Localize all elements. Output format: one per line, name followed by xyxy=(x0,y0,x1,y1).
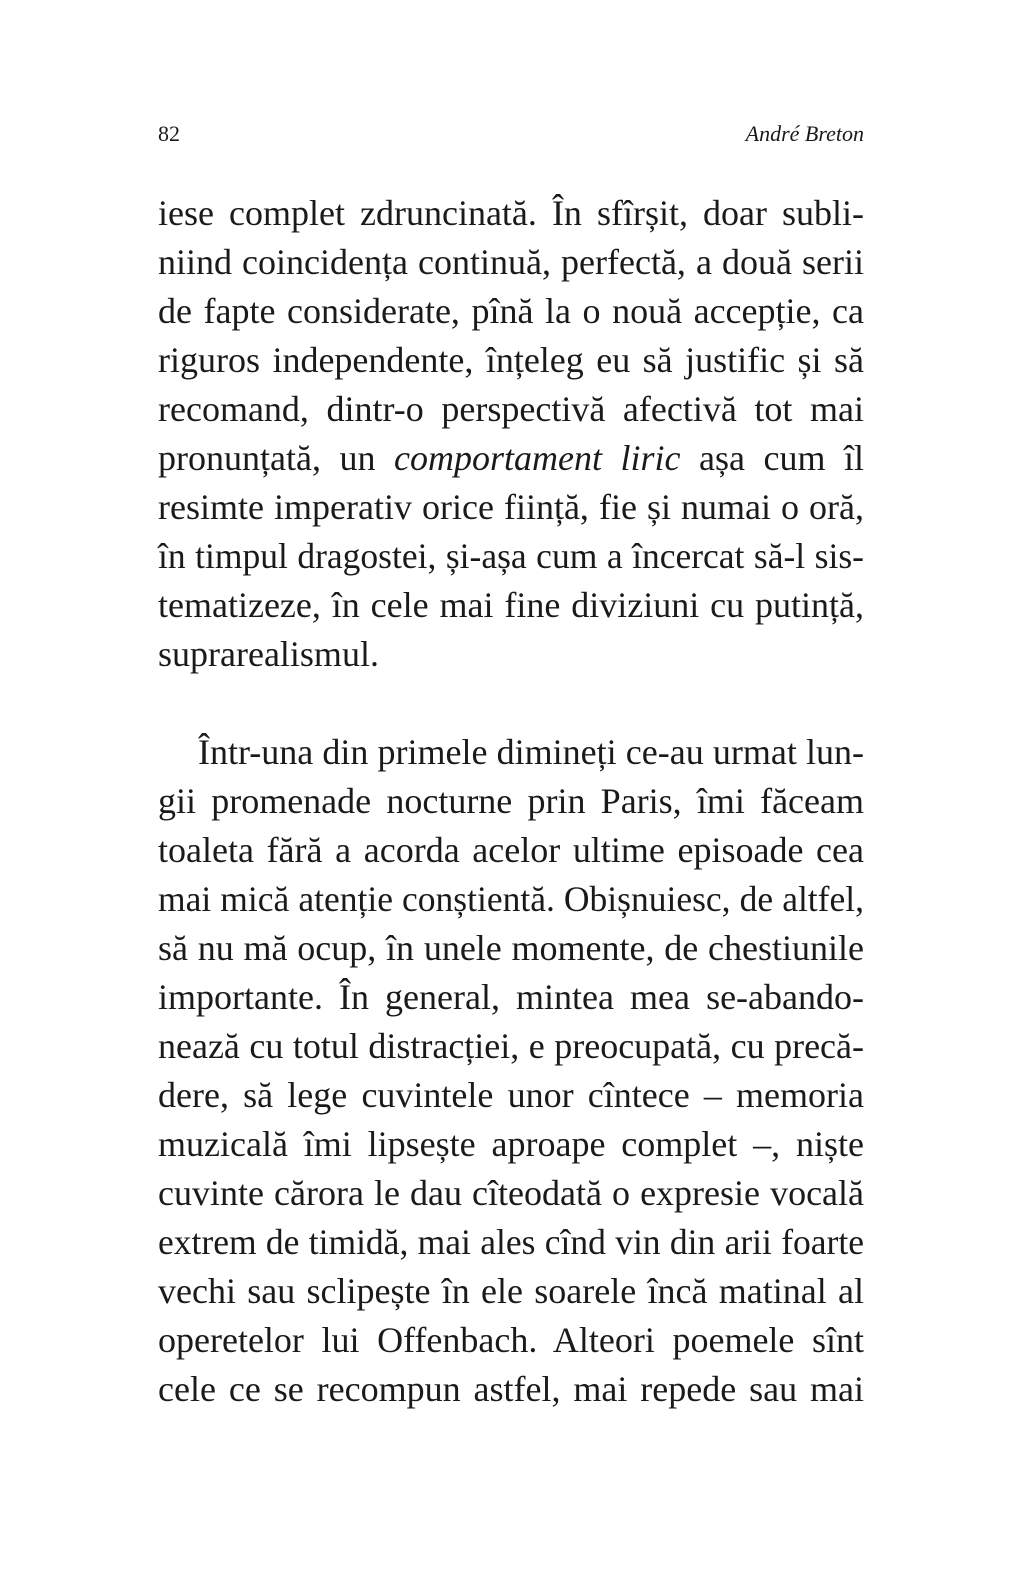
text-line: muzicală îmi lipsește aproape complet –, niște xyxy=(158,1124,864,1164)
paragraph-1 xyxy=(158,189,864,679)
text-line: de fapte considerate, pînă la o nouă accepție, ca xyxy=(158,291,864,331)
text-run: așa cum îl xyxy=(680,438,864,478)
paragraph-gap xyxy=(158,679,864,728)
paragraph-2 xyxy=(158,728,864,1414)
text-line: Într-una din primele dimineți ce-au urmat lun- xyxy=(198,732,864,772)
text-line: operetelor lui Offenbach. Alteori poemele sînt xyxy=(158,1320,864,1360)
text-line: nează cu totul distracției, e preocupată, cu precă- xyxy=(158,1026,864,1066)
text-line: niind coincidența continuă, perfectă, a două serii xyxy=(158,242,864,282)
text-line: în timpul dragostei, și-așa cum a încercat să-l sis- xyxy=(158,536,864,576)
text-line: importante. În general, mintea mea se-abando- xyxy=(158,977,864,1017)
italic-emphasis: comportament liric xyxy=(394,438,681,478)
page-number: 82 xyxy=(158,121,180,146)
text-line: cele ce se recompun astfel, mai repede sau mai xyxy=(158,1369,864,1409)
text-line: mai mică atenție conștientă. Obișnuiesc, de altfel, xyxy=(158,879,864,919)
running-head xyxy=(158,118,864,150)
text-line: riguros independente, înțeleg eu să justific și să xyxy=(158,340,864,380)
text-line: extrem de timidă, mai ales cînd vin din arii foarte xyxy=(158,1222,864,1262)
text-line: recomand, dintr-o perspectivă afectivă tot mai xyxy=(158,389,864,429)
text-line: cuvinte cărora le dau cîteodată o expresie vocală xyxy=(158,1173,864,1213)
text-line: să nu mă ocup, în unele momente, de chestiunile xyxy=(158,928,864,968)
text-line: tematizeze, în cele mai fine diviziuni cu putință, xyxy=(158,585,864,625)
text-line xyxy=(158,434,864,483)
text-run: pronunțată, un xyxy=(158,438,394,478)
text-line: suprarealismul. xyxy=(158,634,379,674)
text-line: dere, să lege cuvintele unor cîntece – memoria xyxy=(158,1075,864,1115)
running-title: André Breton xyxy=(745,121,864,146)
body-text xyxy=(158,189,864,1414)
text-line: gii promenade nocturne prin Paris, îmi făceam xyxy=(158,781,864,821)
text-line: toaleta fără a acorda acelor ultime episoade cea xyxy=(158,830,864,870)
text-line: vechi sau sclipește în ele soarele încă matinal al xyxy=(158,1271,864,1311)
text-line: resimte imperativ orice ființă, fie și numai o oră, xyxy=(158,487,864,527)
text-line: iese complet zdruncinată. În sfîrșit, doar subli- xyxy=(158,193,864,233)
